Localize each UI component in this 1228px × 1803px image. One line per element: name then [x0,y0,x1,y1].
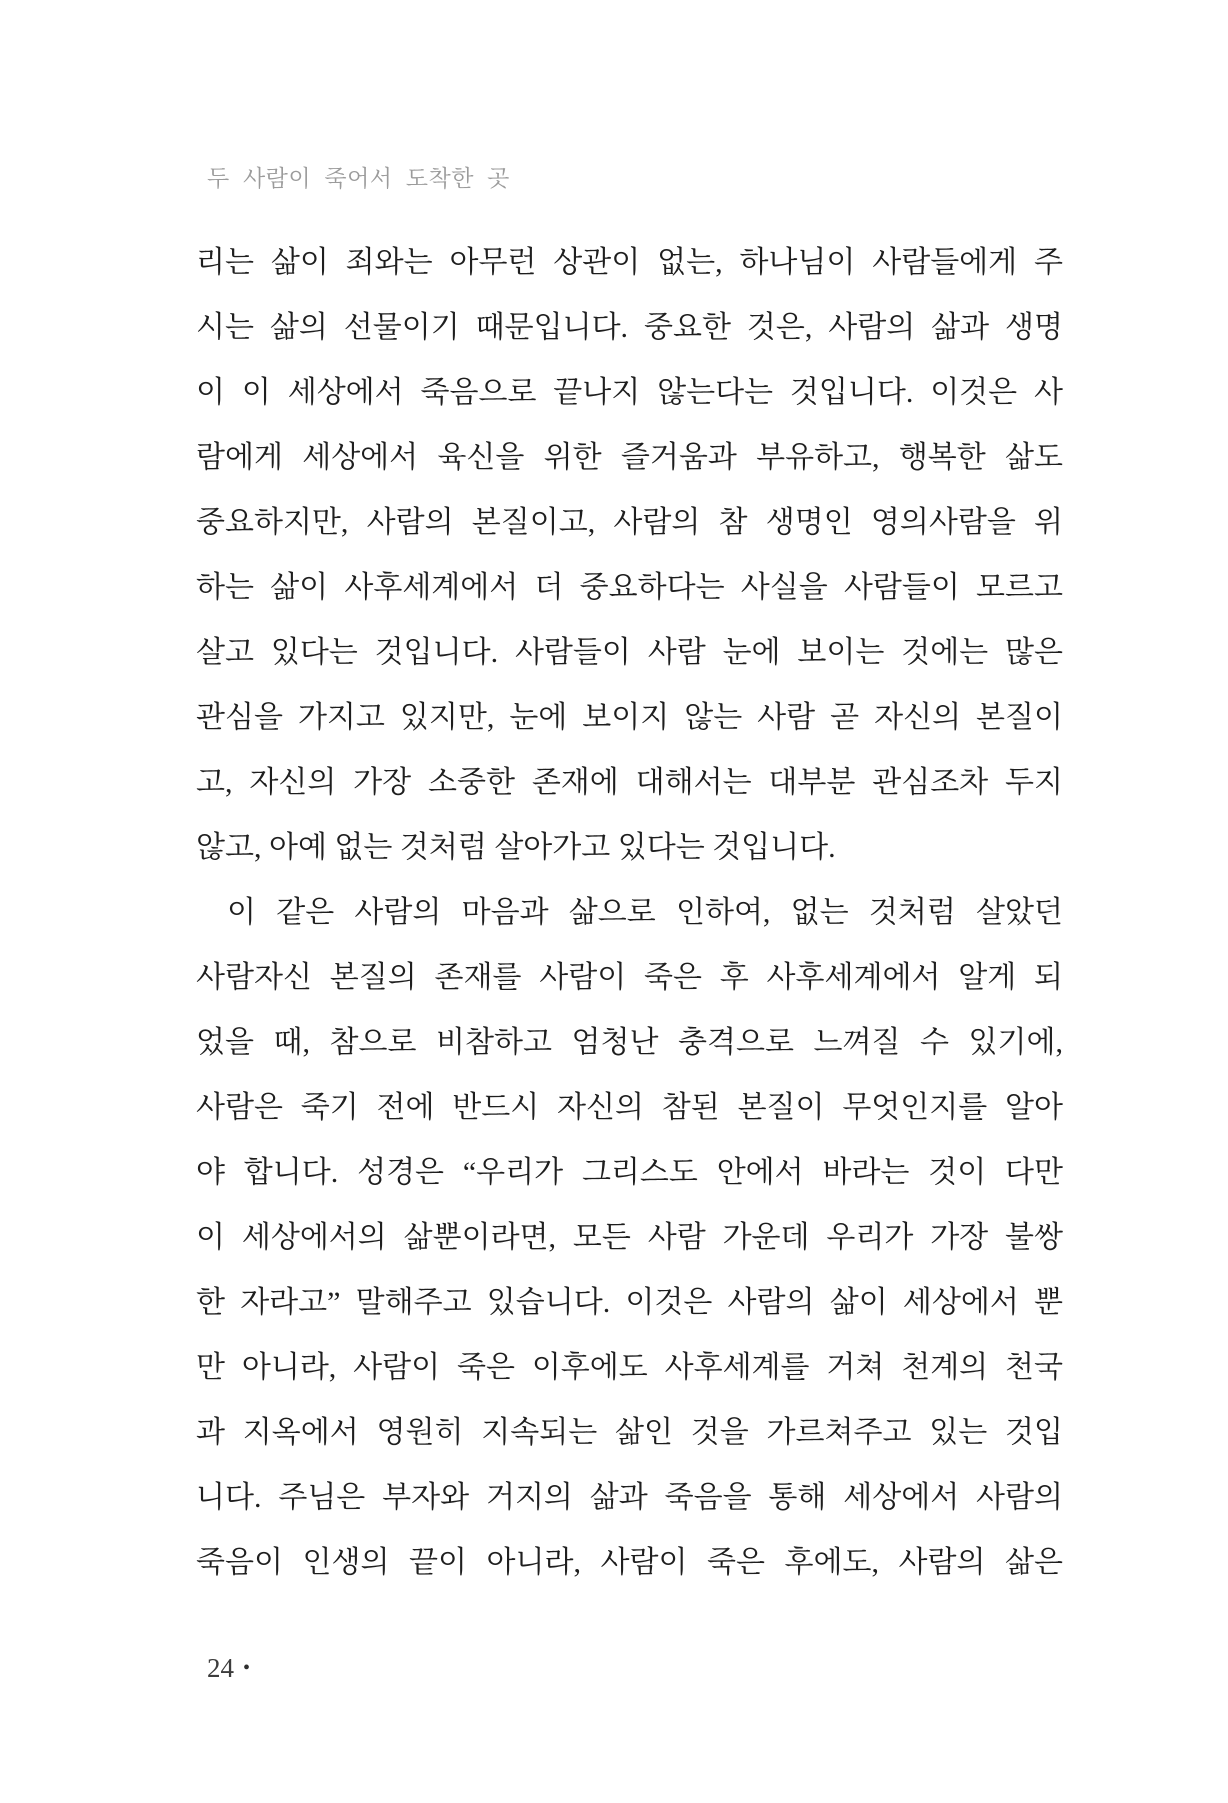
page-footer [207,1652,250,1684]
text-line: 사람은 죽기 전에 반드시 자신의 참된 본질이 무엇인지를 알아 [196,1091,1063,1124]
text-line: 하는 삶이 사후세계에서 더 중요하다는 사실을 사람들이 모르고 [196,571,1063,604]
text-line: 리는 삶이 죄와는 아무런 상관이 없는, 하나님이 사람들에게 주 [196,246,1063,279]
paragraph [196,880,1063,1595]
text-line: 니다. 주님은 부자와 거지의 삶과 죽음을 통해 세상에서 사람의 [196,1481,1063,1514]
body-text [196,230,1063,1595]
text-line: 람에게 세상에서 육신을 위한 즐거움과 부유하고, 행복한 삶도 [196,441,1063,474]
text-line: 죽음이 인생의 끝이 아니라, 사람이 죽은 후에도, 사람의 삶은 [196,1546,1063,1579]
text-line: 고, 자신의 가장 소중한 존재에 대해서는 대부분 관심조차 두지 [196,766,1063,799]
page-number: 24 [207,1653,234,1683]
paragraph [196,230,1063,880]
text-line: 살고 있다는 것입니다. 사람들이 사람 눈에 보이는 것에는 많은 [196,636,1063,669]
text-line: 한 자라고” 말해주고 있습니다. 이것은 사람의 삶이 세상에서 뿐 [196,1286,1063,1319]
text-line: 사람자신 본질의 존재를 사람이 죽은 후 사후세계에서 알게 되 [196,961,1063,994]
text-line: 었을 때, 참으로 비참하고 엄청난 충격으로 느껴질 수 있기에, [196,1026,1063,1059]
running-header: 두 사람이 죽어서 도착한 곳 [207,166,510,191]
text-line: 만 아니라, 사람이 죽은 이후에도 사후세계를 거쳐 천계의 천국 [196,1351,1063,1384]
text-line: 이 세상에서의 삶뿐이라면, 모든 사람 가운데 우리가 가장 불쌍 [196,1221,1063,1254]
text-line: 이 같은 사람의 마음과 삶으로 인하여, 없는 것처럼 살았던 [227,896,1063,929]
text-line: 관심을 가지고 있지만, 눈에 보이지 않는 사람 곧 자신의 본질이 [196,701,1063,734]
text-line: 중요하지만, 사람의 본질이고, 사람의 참 생명인 영의사람을 위 [196,506,1063,539]
text-line: 야 합니다. 성경은 “우리가 그리스도 안에서 바라는 것이 다만 [196,1156,1063,1189]
bullet-icon: • [243,1657,251,1679]
text-line: 않고, 아예 없는 것처럼 살아가고 있다는 것입니다. [196,831,836,864]
text-line: 과 지옥에서 영원히 지속되는 삶인 것을 가르쳐주고 있는 것입 [196,1416,1063,1449]
text-line: 이 이 세상에서 죽음으로 끝나지 않는다는 것입니다. 이것은 사 [196,376,1063,409]
text-line: 시는 삶의 선물이기 때문입니다. 중요한 것은, 사람의 삶과 생명 [196,311,1063,344]
